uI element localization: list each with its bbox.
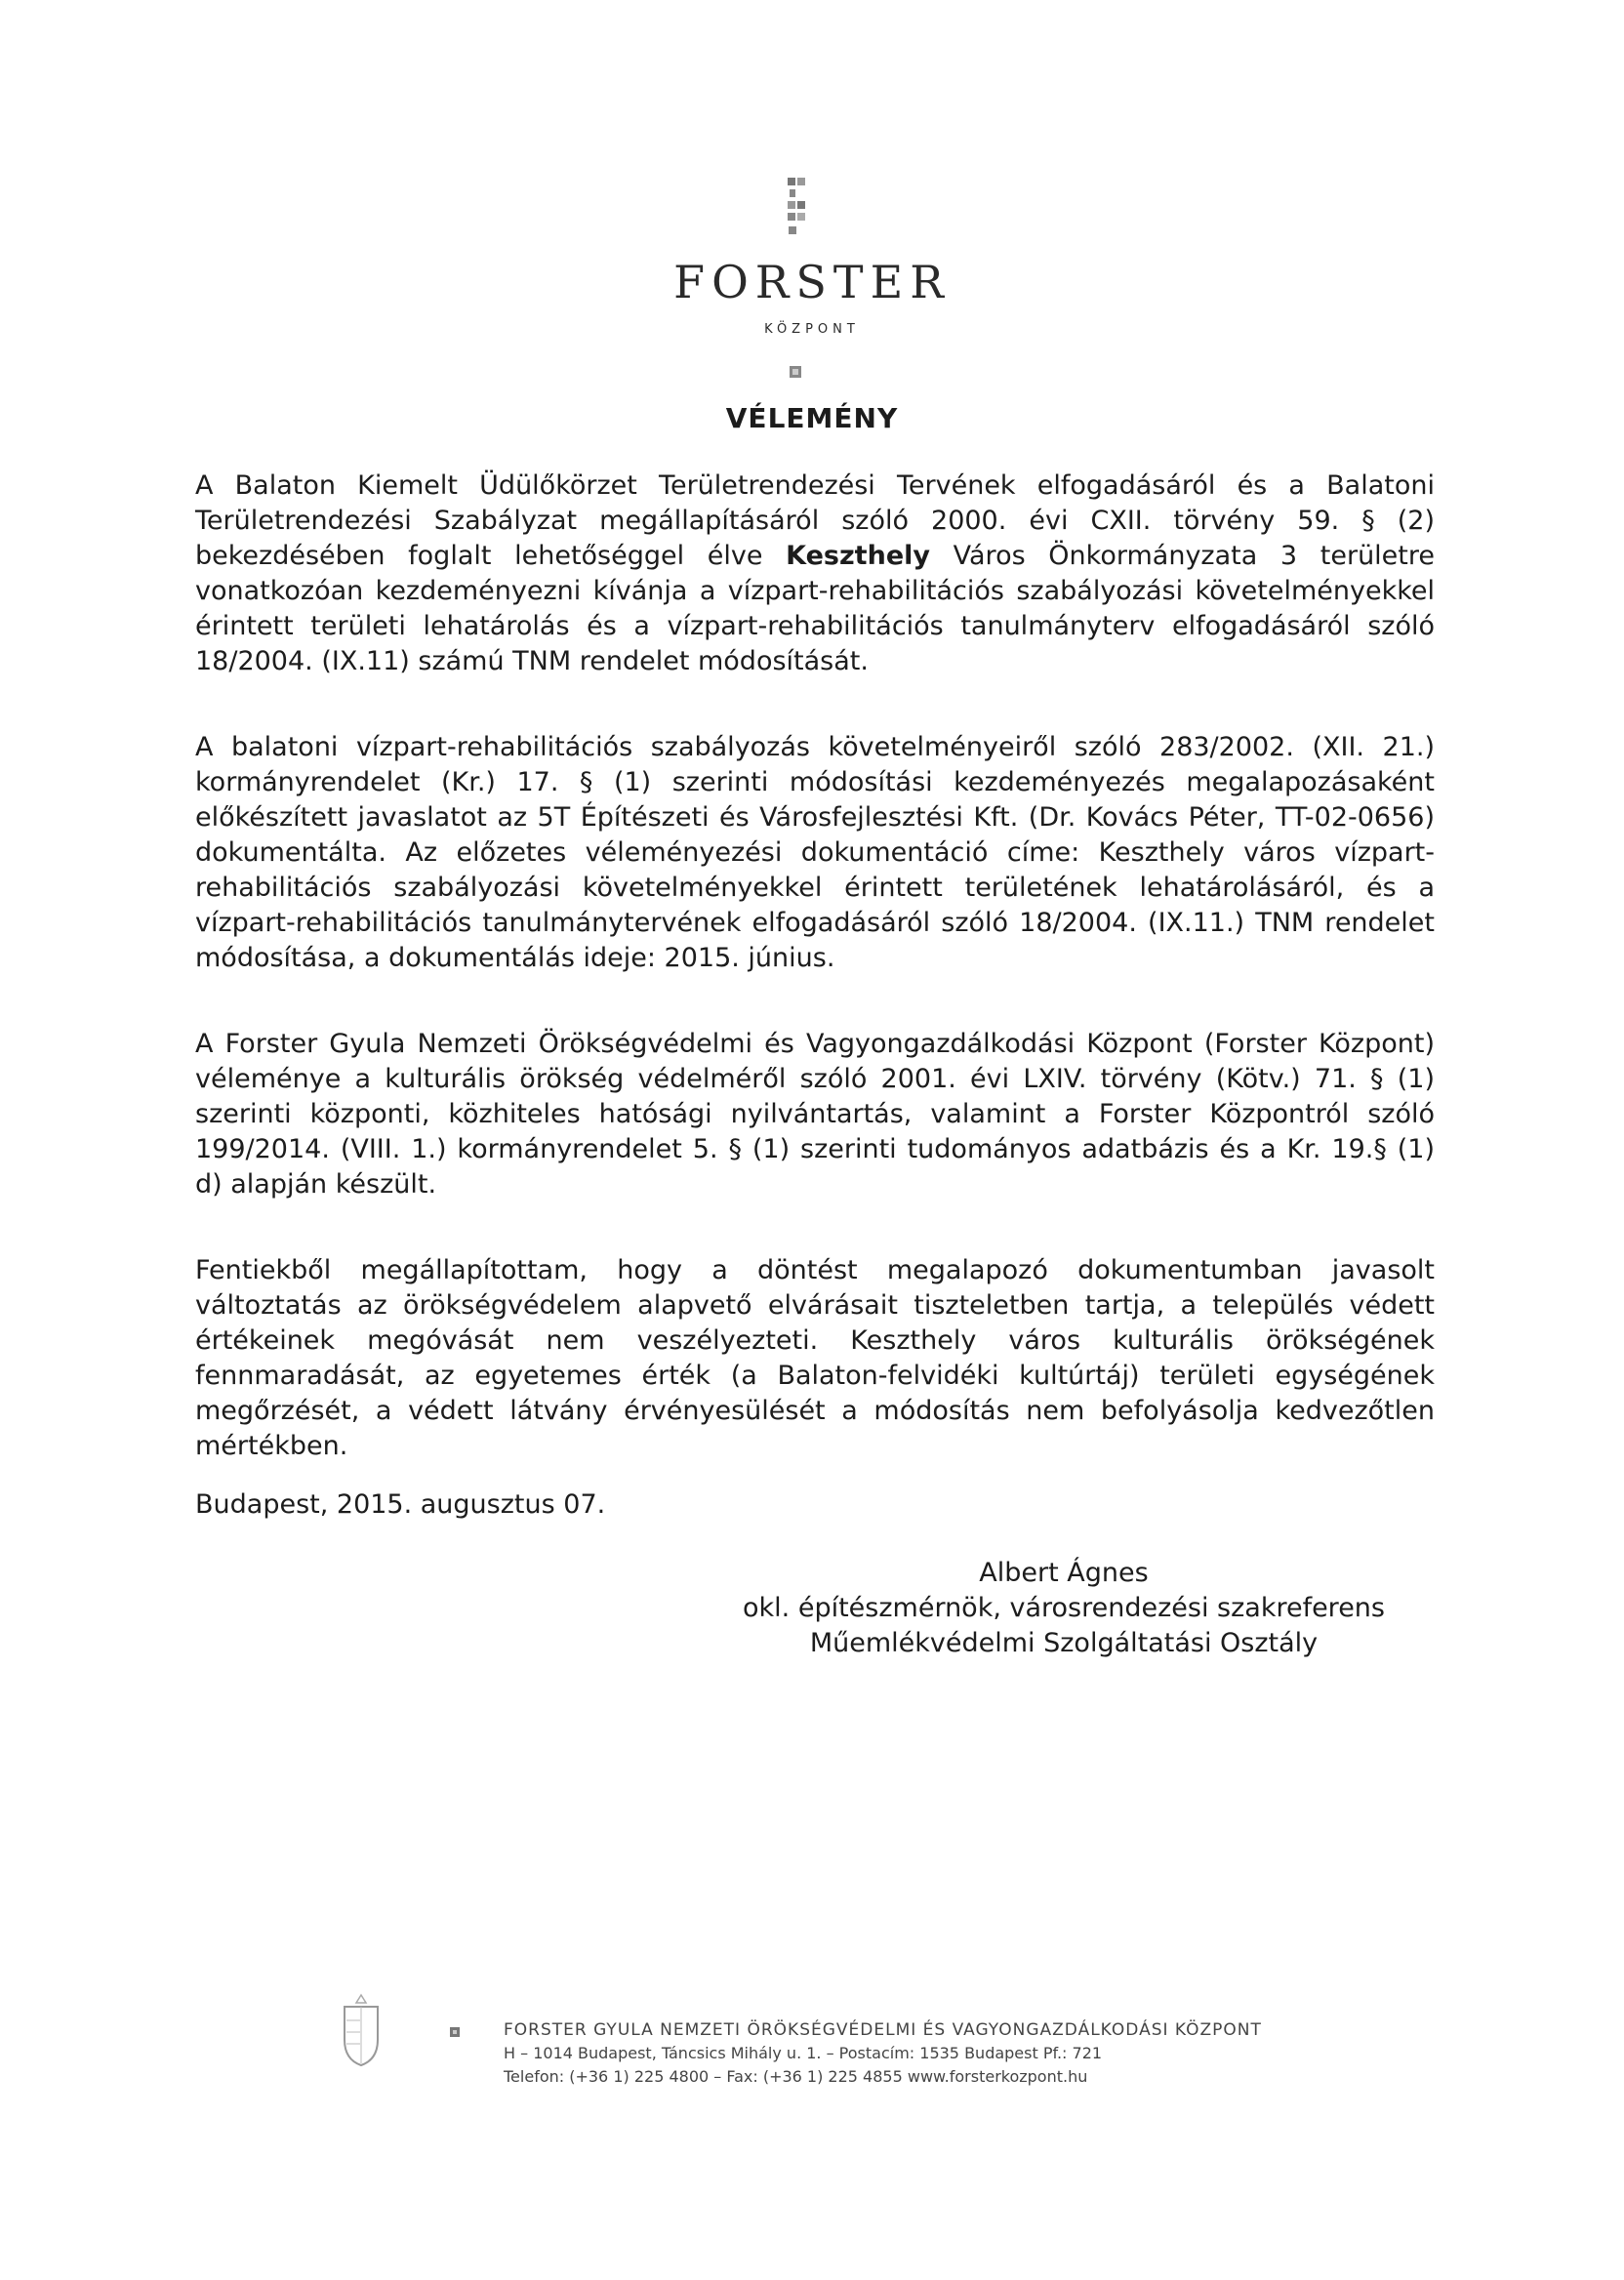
paragraph-4-text: Fentiekből megállapítottam, hogy a döntést megalapozó dokumentumban javasolt változtatás az örökségvédelem alapvető elvárásait tiszteletben tartja, a település védett értékeinek megóvását nem veszélyezteti. Keszthely város kulturális örökségének fennmaradását, az egyetemes érték (a Balaton-felvidéki kultúrtáj) területi egységének megőrzését, a védett látvány érvényesülését a módosítás nem befolyásolja kedvezőtlen mértékben. [195, 1255, 1435, 1461]
paragraph-1-bold: Keszthely [786, 541, 930, 571]
footer-ornament-icon [449, 2026, 461, 2038]
signature-department: Műemlékvédelmi Szolgáltatási Osztály [809, 1628, 1319, 1658]
document-title: VÉLEMÉNY [725, 402, 899, 434]
paragraph-2 [195, 730, 1435, 976]
paragraph-4 [195, 1253, 1435, 1464]
footer [504, 2018, 1262, 2089]
paragraph-1-text-b: Város Önkormányzata 3 területre vonatkozóan kezdeményezni kívánja a vízpart-rehabilitációs szabályozási követelményekkel érintett területi lehatárolás és a vízpart-rehabilitációs tanulmányterv elfogadásáról szóló 18/2004. (IX.11) számú TNM rendelet módosítását. [195, 541, 1435, 676]
footer-contact: Telefon: (+36 1) 225 4800 – Fax: (+36 1) 225 4855 www.forsterkozpont.hu [504, 2067, 1088, 2086]
paragraph-1 [195, 468, 1435, 679]
ornament-icon [789, 365, 802, 379]
place-date: Budapest, 2015. augusztus 07. [195, 1489, 606, 1520]
document-body [195, 468, 1435, 1515]
paragraph-2-text: A balatoni vízpart-rehabilitációs szabályozás követelményeiről szóló 283/2002. (XII. 21.) kormányrendelet (Kr.) 17. § (1) szerinti módosítási kezdeményezés megalapozásaként előkészített javaslatot az 5T Építészeti és Városfejlesztési Kft. (Dr. Kovács Péter, TT-02-0656) dokumentálta. Az előzetes véleményezési dokumentáció címe: Keszthely város vízpart-rehabilitációs szabályozási követelményekkel érintett területének lehatárolásáról, és a vízpart-rehabilitációs tanulmánytervének elfogadásáról szóló 18/2004. (IX.11.) TNM rendelet módosítása, a dokumentálás ideje: 2015. június. [195, 732, 1435, 973]
signature-name: Albert Ágnes [979, 1558, 1149, 1588]
paragraph-3-text: A Forster Gyula Nemzeti Örökségvédelmi és Vagyongazdálkodási Központ (Forster Központ) véleménye a kulturális örökség védelméről szóló 2001. évi LXIV. törvény (Kötv.) 71. § (1) szerinti központi, közhiteles hatósági nyilvántartás, valamint a Forster Központról szóló 199/2014. (VIII. 1.) kormányrendelet 5. § (1) szerinti tudományos adatbázis és a Kr. 19.§ (1) d) alapján készült. [195, 1029, 1435, 1200]
signature-block [722, 1556, 1405, 1661]
forster-logo-icon [786, 176, 807, 244]
coat-of-arms-icon [337, 1991, 386, 2069]
footer-address: H – 1014 Budapest, Táncsics Mihály u. 1. – Postacím: 1535 Budapest Pf.: 721 [504, 2044, 1103, 2062]
brand-name: FORSTER [673, 256, 951, 308]
paragraph-1-text-a: A Balaton Kiemelt Üdülőkörzet Területrendezési Tervének elfogadásáról és a Balatoni Területrendezési Szabályzat megállapításáról szóló 2000. évi CXII. törvény 59. § (2) bekezdésében foglalt lehetőséggel élve [195, 470, 1435, 571]
footer-org: FORSTER GYULA NEMZETI ÖRÖKSÉGVÉDELMI ÉS VAGYONGAZDÁLKODÁSI KÖZPONT [504, 2020, 1262, 2040]
signature-role: okl. építészmérnök, városrendezési szakreferens [743, 1593, 1385, 1623]
paragraph-3 [195, 1027, 1435, 1202]
brand-subtitle: KÖZPONT [764, 322, 860, 337]
